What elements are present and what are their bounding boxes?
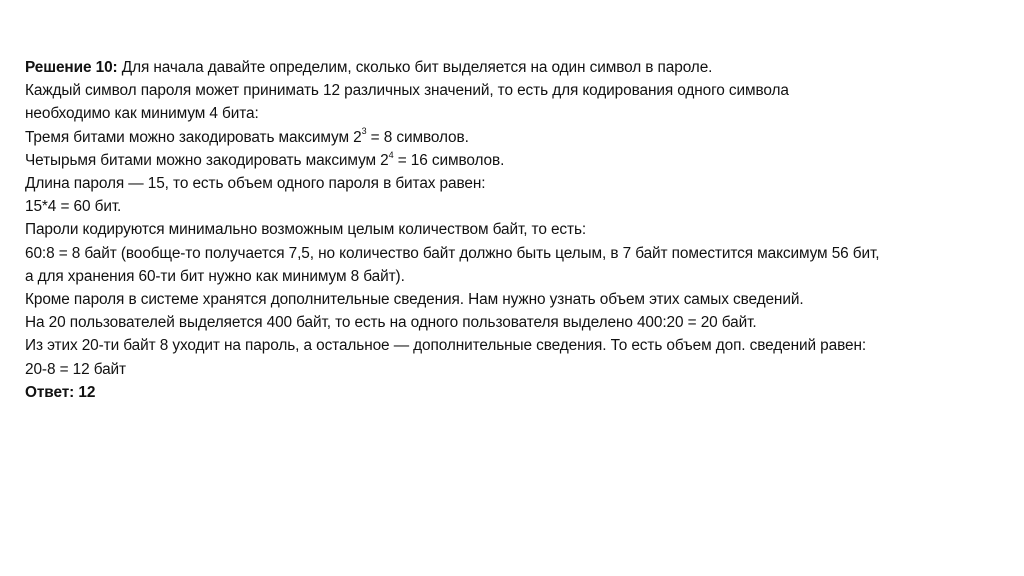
text-line-4-after: = 8 символов. bbox=[366, 128, 469, 146]
text-line-3: необходимо как минимум 4 бита: bbox=[25, 105, 259, 123]
solution-intro-line bbox=[25, 56, 1010, 79]
text-line-12: На 20 пользователей выделяется 400 байт, то есть на одного пользователя выделено 400:20 = 20 байт. bbox=[25, 314, 757, 332]
text-line-4 bbox=[25, 126, 1010, 149]
solution-heading: Решение 10: bbox=[25, 59, 118, 76]
text-line-6: Длина пароля — 15, то есть объем одного пароля в битах равен: bbox=[25, 175, 486, 193]
text-line-7: 15*4 = 60 бит. bbox=[25, 198, 122, 216]
text-line-5-after: = 16 символов. bbox=[393, 151, 505, 169]
text-line-14: 20-8 = 12 байт bbox=[25, 360, 127, 378]
solution-intro-text: Для начала давайте определим, сколько бит выделяется на один символ в пароле. bbox=[117, 59, 713, 76]
text-line-9: 60:8 = 8 байт (вообще-то получается 7,5, но количество байт должно быть целым, в 7 байт поместится максимум 56 бит, bbox=[25, 244, 880, 262]
answer-line: Ответ: 12 bbox=[25, 383, 96, 401]
solution-text-block bbox=[25, 56, 1010, 404]
text-line-13: Из этих 20-ти байт 8 уходит на пароль, а остальное — дополнительные сведения. То есть объем доп. сведений равен: bbox=[25, 337, 867, 355]
exponent-4: 4 bbox=[388, 149, 394, 160]
text-line-5-before: Четырьмя битами можно закодировать максимум 2 bbox=[25, 151, 389, 169]
text-line-2: Каждый символ пароля может принимать 12 различных значений, то есть для кодирования одного символа bbox=[25, 82, 789, 100]
text-line-4-before: Тремя битами можно закодировать максимум 2 bbox=[25, 128, 362, 146]
text-line-10: а для хранения 60-ти бит нужно как минимум 8 байт). bbox=[25, 267, 405, 285]
text-line-8: Пароли кодируются минимально возможным целым количеством байт, то есть: bbox=[25, 221, 587, 239]
text-line-5 bbox=[25, 149, 1010, 172]
exponent-3: 3 bbox=[361, 126, 367, 137]
text-line-11: Кроме пароля в системе хранятся дополнительные сведения. Нам нужно узнать объем этих самых сведений. bbox=[25, 291, 804, 309]
